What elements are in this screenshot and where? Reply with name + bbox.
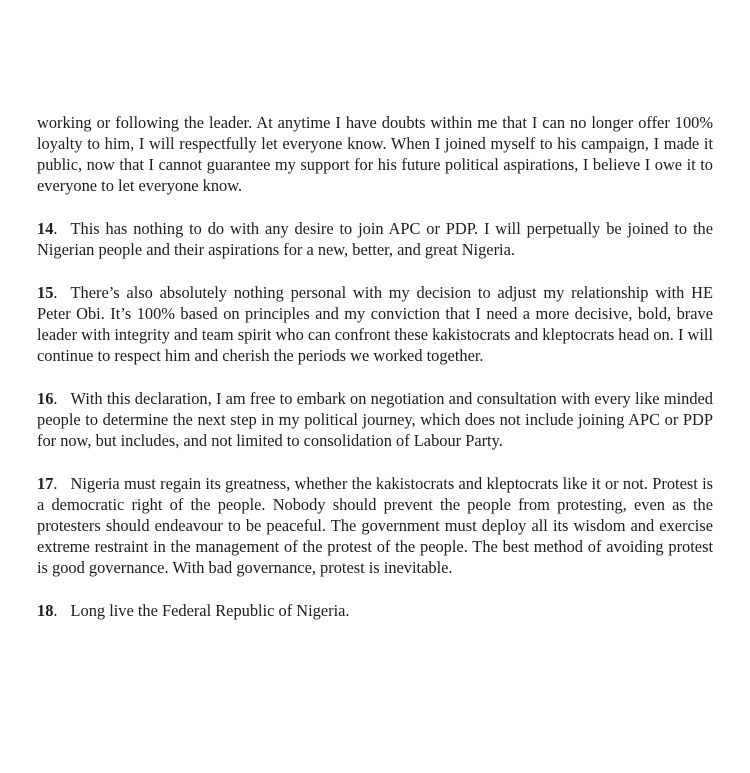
paragraph-text: This has nothing to do with any desire to join APC or PDP. I will perpetually be joined to the Nigerian people and their aspirations for a new, better, and great Nigeria. — [37, 219, 713, 259]
paragraph-number: 17 — [37, 474, 54, 493]
paragraph-number: 16 — [37, 389, 54, 408]
document-body — [37, 112, 713, 621]
paragraph-number: 14 — [37, 219, 54, 238]
paragraph: 17. Nigeria must regain its greatness, whether the kakistocrats and kleptocrats like it or not. Protest is a democratic right of the people. Nobody should prevent the people from protesting, even as the protesters should endeavour to be peaceful. The government must deploy all its wisdom and exercise extreme restraint in the management of the protest of the people. The best method of avoiding protest is good governance. With bad governance, protest is inevitable. — [37, 474, 713, 577]
paragraph: 18. Long live the Federal Republic of Nigeria. — [37, 601, 350, 620]
paragraph: 16. With this declaration, I am free to embark on negotiation and consultation with every like minded people to determine the next step in my political journey, which does not include joining APC or PDP for now, but includes, and not limited to consolidation of Labour Party. — [37, 389, 713, 450]
paragraph-text: working or following the leader. At anytime I have doubts within me that I can no longer offer 100% loyalty to him, I will respectfully let everyone know. When I joined myself to his campaign, I made it public, now that I cannot guarantee my support for his future political aspirations, I believe I owe it to everyone to let everyone know. — [37, 113, 713, 195]
paragraph-text: With this declaration, I am free to embark on negotiation and consultation with every like minded people to determine the next step in my political journey, which does not include joining APC or PDP for now, but includes, and not limited to consolidation of Labour Party. — [37, 389, 713, 450]
paragraph: 15. There’s also absolutely nothing personal with my decision to adjust my relationship with HE Peter Obi. It’s 100% based on principles and my conviction that I need a more decisive, bold, brave leader with integrity and team spirit who can confront these kakistocrats and kleptocrats head on. I will continue to respect him and cherish the periods we worked together. — [37, 283, 713, 365]
paragraph-text: Long live the Federal Republic of Nigeria. — [70, 601, 350, 620]
paragraph-text: Nigeria must regain its greatness, whether the kakistocrats and kleptocrats like it or not. Protest is a democratic right of the people. Nobody should prevent the people from protesting, even as the protesters should endeavour to be peaceful. The government must deploy all its wisdom and exercise extreme restraint in the management of the protest of the people. The best method of avoiding protest is good governance. With bad governance, protest is inevitable. — [37, 474, 713, 577]
paragraph — [37, 112, 713, 196]
paragraph-text: There’s also absolutely nothing personal with my decision to adjust my relationship with HE Peter Obi. It’s 100% based on principles and my conviction that I need a more decisive, bold, brave leader with integrity and team spirit who can confront these kakistocrats and kleptocrats head on. I will continue to respect him and cherish the periods we worked together. — [37, 283, 713, 365]
paragraph: 14. This has nothing to do with any desire to join APC or PDP. I will perpetually be joined to the Nigerian people and their aspirations for a new, better, and great Nigeria. — [37, 219, 713, 259]
paragraph-number: 18 — [37, 601, 54, 620]
paragraph-number: 15 — [37, 283, 54, 302]
